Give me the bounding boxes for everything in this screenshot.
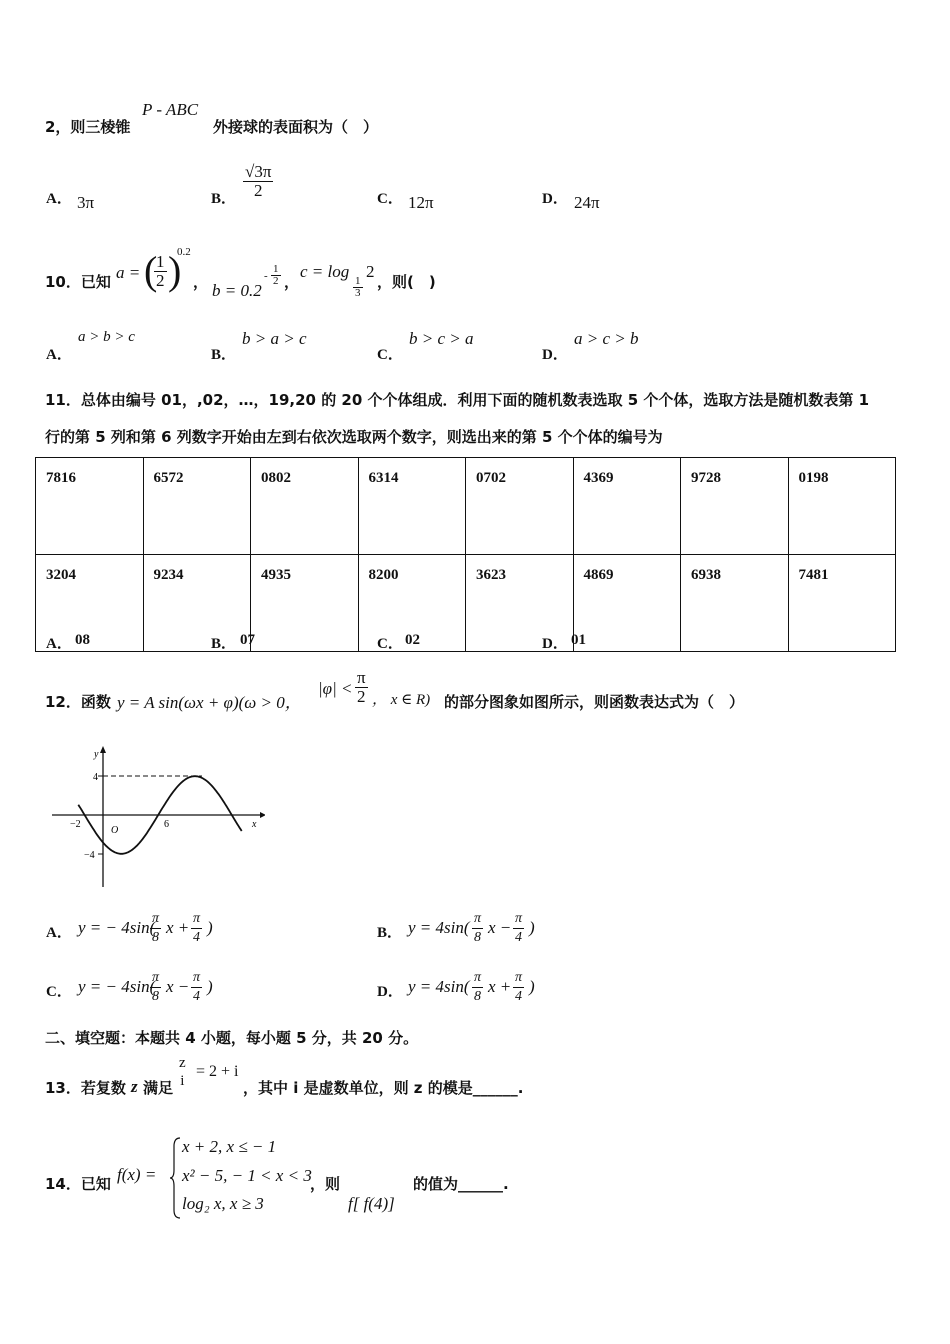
- table-cell: 6938: [681, 555, 789, 652]
- q11-option-b-letter: B．: [211, 636, 237, 652]
- q12-option-d-pre: y = 4sin(: [408, 977, 470, 996]
- q13-frac-num: z: [179, 1055, 186, 1071]
- frac-den: 4: [515, 989, 522, 1004]
- q9-stem-start: 2，则三棱锥: [45, 118, 131, 136]
- q12-function: y = A sin(ωx + φ)(ω > 0，: [117, 693, 302, 712]
- table-row: [36, 458, 896, 555]
- q14-label: 14．已知: [45, 1175, 111, 1193]
- frac-den: 4: [193, 989, 200, 1004]
- q10-comma2: ，: [284, 273, 300, 291]
- q9-option-a-letter: A．: [46, 191, 72, 207]
- q10-c-expr: c = log: [300, 262, 350, 281]
- frac-den: 8: [152, 989, 159, 1004]
- q10-option-c-value: b > c > a: [409, 329, 474, 348]
- table-row: [36, 555, 896, 652]
- q10-option-a-letter: A．: [46, 347, 72, 363]
- q10-a-num: 1: [156, 252, 165, 271]
- q12-option-b-pre: y = 4sin(: [408, 918, 470, 937]
- table-cell: 8200: [358, 555, 466, 652]
- q14-case-2: x² − 5, − 1 < x < 3: [182, 1166, 312, 1185]
- sine-graph: [50, 745, 265, 890]
- q10-option-d-letter: D．: [542, 347, 568, 363]
- graph-tick-label-6: 6: [164, 819, 169, 830]
- q11-option-c-letter: C．: [377, 636, 403, 652]
- frac-num: π: [150, 910, 161, 929]
- table-cell: 4869: [573, 555, 681, 652]
- q12-option-c-post: ): [207, 977, 213, 996]
- q11-option-d-value: 01: [571, 632, 586, 648]
- q12-option-a-frac2: [191, 910, 202, 947]
- table-cell: 6314: [358, 458, 466, 555]
- q13-label: 13．若复数: [45, 1079, 126, 1097]
- q12-option-b-frac1: [472, 910, 483, 947]
- q10-label: 10．已知: [45, 273, 111, 291]
- q13-var: z: [131, 1077, 138, 1096]
- frac-num: π: [150, 969, 161, 988]
- q12-option-b-mid: x −: [488, 918, 512, 937]
- q12-option-b-letter: B．: [377, 925, 403, 941]
- q12-cond-phi: |φ| <: [318, 679, 353, 698]
- q12-cond-fraction: [355, 669, 368, 706]
- q14-f: f(x) =: [117, 1165, 157, 1184]
- q12-option-c-pre: y = − 4sin(: [78, 977, 156, 996]
- q12-option-d-frac2: [513, 969, 524, 1006]
- random-number-table: [35, 457, 896, 652]
- q10-option-b-value: b > a > c: [242, 329, 307, 348]
- q12-option-c-frac1: [150, 969, 161, 1006]
- q14-brace: [170, 1136, 182, 1220]
- table-cell: 0198: [788, 458, 896, 555]
- q14-target: f[ f(4)]: [348, 1194, 395, 1213]
- q14-then: ，则: [310, 1175, 341, 1193]
- q11-option-a-letter: A．: [46, 636, 72, 652]
- q13-frac-den: i: [180, 1073, 185, 1089]
- q12-option-a-pre: y = − 4sin(: [78, 918, 156, 937]
- q11-option-d-letter: D．: [542, 636, 568, 652]
- q10-c-base-num: 1: [355, 275, 361, 287]
- frac-den: 8: [474, 930, 481, 945]
- q9-stem-end: 外接球的表面积为（ ）: [213, 118, 379, 136]
- q10-b-exp-sign: -: [264, 270, 268, 282]
- q12-option-c-letter: C．: [46, 984, 72, 1000]
- q12-option-a-letter: A．: [46, 925, 72, 941]
- table-cell: 4935: [251, 555, 359, 652]
- q9-option-b-fraction: [243, 163, 273, 200]
- graph-x-arrow: [260, 812, 265, 818]
- frac-den: 4: [193, 930, 200, 945]
- q10-option-d-value: a > c > b: [574, 329, 639, 348]
- q12-option-d-frac1: [472, 969, 483, 1006]
- q10-b-exp-fraction: [271, 264, 281, 287]
- q13-tail: ，其中 i 是虚数单位，则 z 的模是______.: [243, 1079, 524, 1097]
- q10-a-exp: 0.2: [177, 246, 191, 258]
- q11-option-a-value: 08: [75, 632, 90, 648]
- frac-num: π: [472, 910, 483, 929]
- q12-option-b-frac2: [513, 910, 524, 947]
- q10-c-base-den: 3: [355, 287, 361, 299]
- q10-a-prefix: a =: [116, 263, 141, 282]
- frac-num: π: [472, 969, 483, 988]
- q12-option-c-mid: x −: [166, 977, 190, 996]
- q10-c-arg: 2: [366, 262, 375, 281]
- q14-tail: 的值为______.: [413, 1175, 509, 1193]
- graph-tick-label-m2: −2: [70, 819, 81, 830]
- q12-option-c-frac2: [191, 969, 202, 1006]
- q10-tail: ，则( ): [377, 273, 436, 291]
- table-cell: 4369: [573, 458, 681, 555]
- q10-a-paren-left: (: [144, 248, 158, 293]
- q12-stem-end: 的部分图象如图所示，则函数表达式为（ ）: [444, 693, 745, 711]
- q9-option-d-value: 24π: [574, 193, 600, 212]
- frac-num: π: [513, 969, 524, 988]
- frac-num: π: [191, 969, 202, 988]
- graph-y-label: y: [94, 749, 99, 760]
- graph-tick-label-4: 4: [93, 772, 98, 783]
- frac-den: 8: [152, 930, 159, 945]
- q12-option-d-letter: D．: [377, 984, 403, 1000]
- q12-option-a-post: ): [207, 918, 213, 937]
- frac-num: π: [191, 910, 202, 929]
- graph-y-arrow: [100, 746, 106, 753]
- table-cell: 3204: [36, 555, 144, 652]
- q10-b-exp-num: 1: [273, 263, 279, 275]
- q12-option-d-mid: x +: [488, 977, 512, 996]
- graph-origin-label: O: [111, 825, 119, 836]
- q12-option-d-post: ): [529, 977, 535, 996]
- table-cell: 7481: [788, 555, 896, 652]
- q9-option-c-letter: C．: [377, 191, 403, 207]
- table-cell: 6572: [143, 458, 251, 555]
- q13-rhs: = 2 + i: [196, 1063, 239, 1080]
- q9-option-a-value: 3π: [77, 193, 95, 212]
- table-cell: 9728: [681, 458, 789, 555]
- q10-option-b-letter: B．: [211, 347, 237, 363]
- q9-option-c-value: 12π: [408, 193, 434, 212]
- q9-option-b-den: 2: [253, 181, 263, 200]
- table-cell: 0702: [466, 458, 574, 555]
- q11-stem-line1: 11．总体由编号 01，,02，…，19,20 的 20 个个体组成．利用下面的随机数表选取 5 个个体，选取方法是随机数表第 1: [45, 391, 870, 409]
- q9-stem-math: P - ABC: [142, 100, 199, 119]
- q12-cond-num: π: [357, 668, 366, 687]
- table-cell: 7816: [36, 458, 144, 555]
- q13-mid: 满足: [143, 1079, 174, 1097]
- q10-option-a-value: a > b > c: [78, 329, 135, 345]
- q9-option-b-letter: B．: [211, 191, 237, 207]
- frac-num: π: [513, 910, 524, 929]
- q10-option-c-letter: C．: [377, 347, 403, 363]
- q10-b-exp-den: 2: [273, 275, 279, 287]
- q9-option-d-letter: D．: [542, 191, 568, 207]
- q14-case-3: log₂ x, x ≥ 3: [182, 1194, 264, 1213]
- q10-a-fraction: [154, 253, 167, 290]
- graph-x-label: x: [252, 819, 257, 830]
- table-cell: 3623: [466, 555, 574, 652]
- graph-tick-label-m4: −4: [84, 850, 95, 861]
- q13-fraction: [177, 1054, 188, 1090]
- q12-option-a-mid: x +: [166, 918, 190, 937]
- q9-option-b-num: √3π: [245, 162, 272, 181]
- table-cell: 0802: [251, 458, 359, 555]
- frac-den: 8: [474, 989, 481, 1004]
- q10-a-paren-right: ): [168, 248, 182, 293]
- q14-case-1: x + 2, x ≤ − 1: [182, 1137, 277, 1156]
- q10-comma1: ，: [193, 273, 209, 291]
- q12-label: 12．函数: [45, 693, 111, 711]
- table-cell: 9234: [143, 555, 251, 652]
- q12-cond-den: 2: [357, 687, 366, 706]
- section-2-heading: 二、填空题：本题共 4 小题，每小题 5 分，共 20 分。: [45, 1029, 419, 1047]
- q10-c-base-fraction: [353, 276, 363, 299]
- q11-stem-line2: 行的第 5 列和第 6 列数字开始由左到右依次选取两个数字，则选出来的第 5 个个体的编号为: [45, 428, 663, 446]
- frac-den: 4: [515, 930, 522, 945]
- q10-b-expr: b = 0.2: [212, 281, 262, 300]
- q11-option-c-value: 02: [405, 632, 420, 648]
- q10-a-den: 2: [156, 271, 165, 290]
- q12-option-b-post: ): [529, 918, 535, 937]
- q12-cond-tail: ， x ∈ R): [372, 692, 431, 708]
- q11-option-b-value: 07: [240, 632, 255, 648]
- q12-option-a-frac1: [150, 910, 161, 947]
